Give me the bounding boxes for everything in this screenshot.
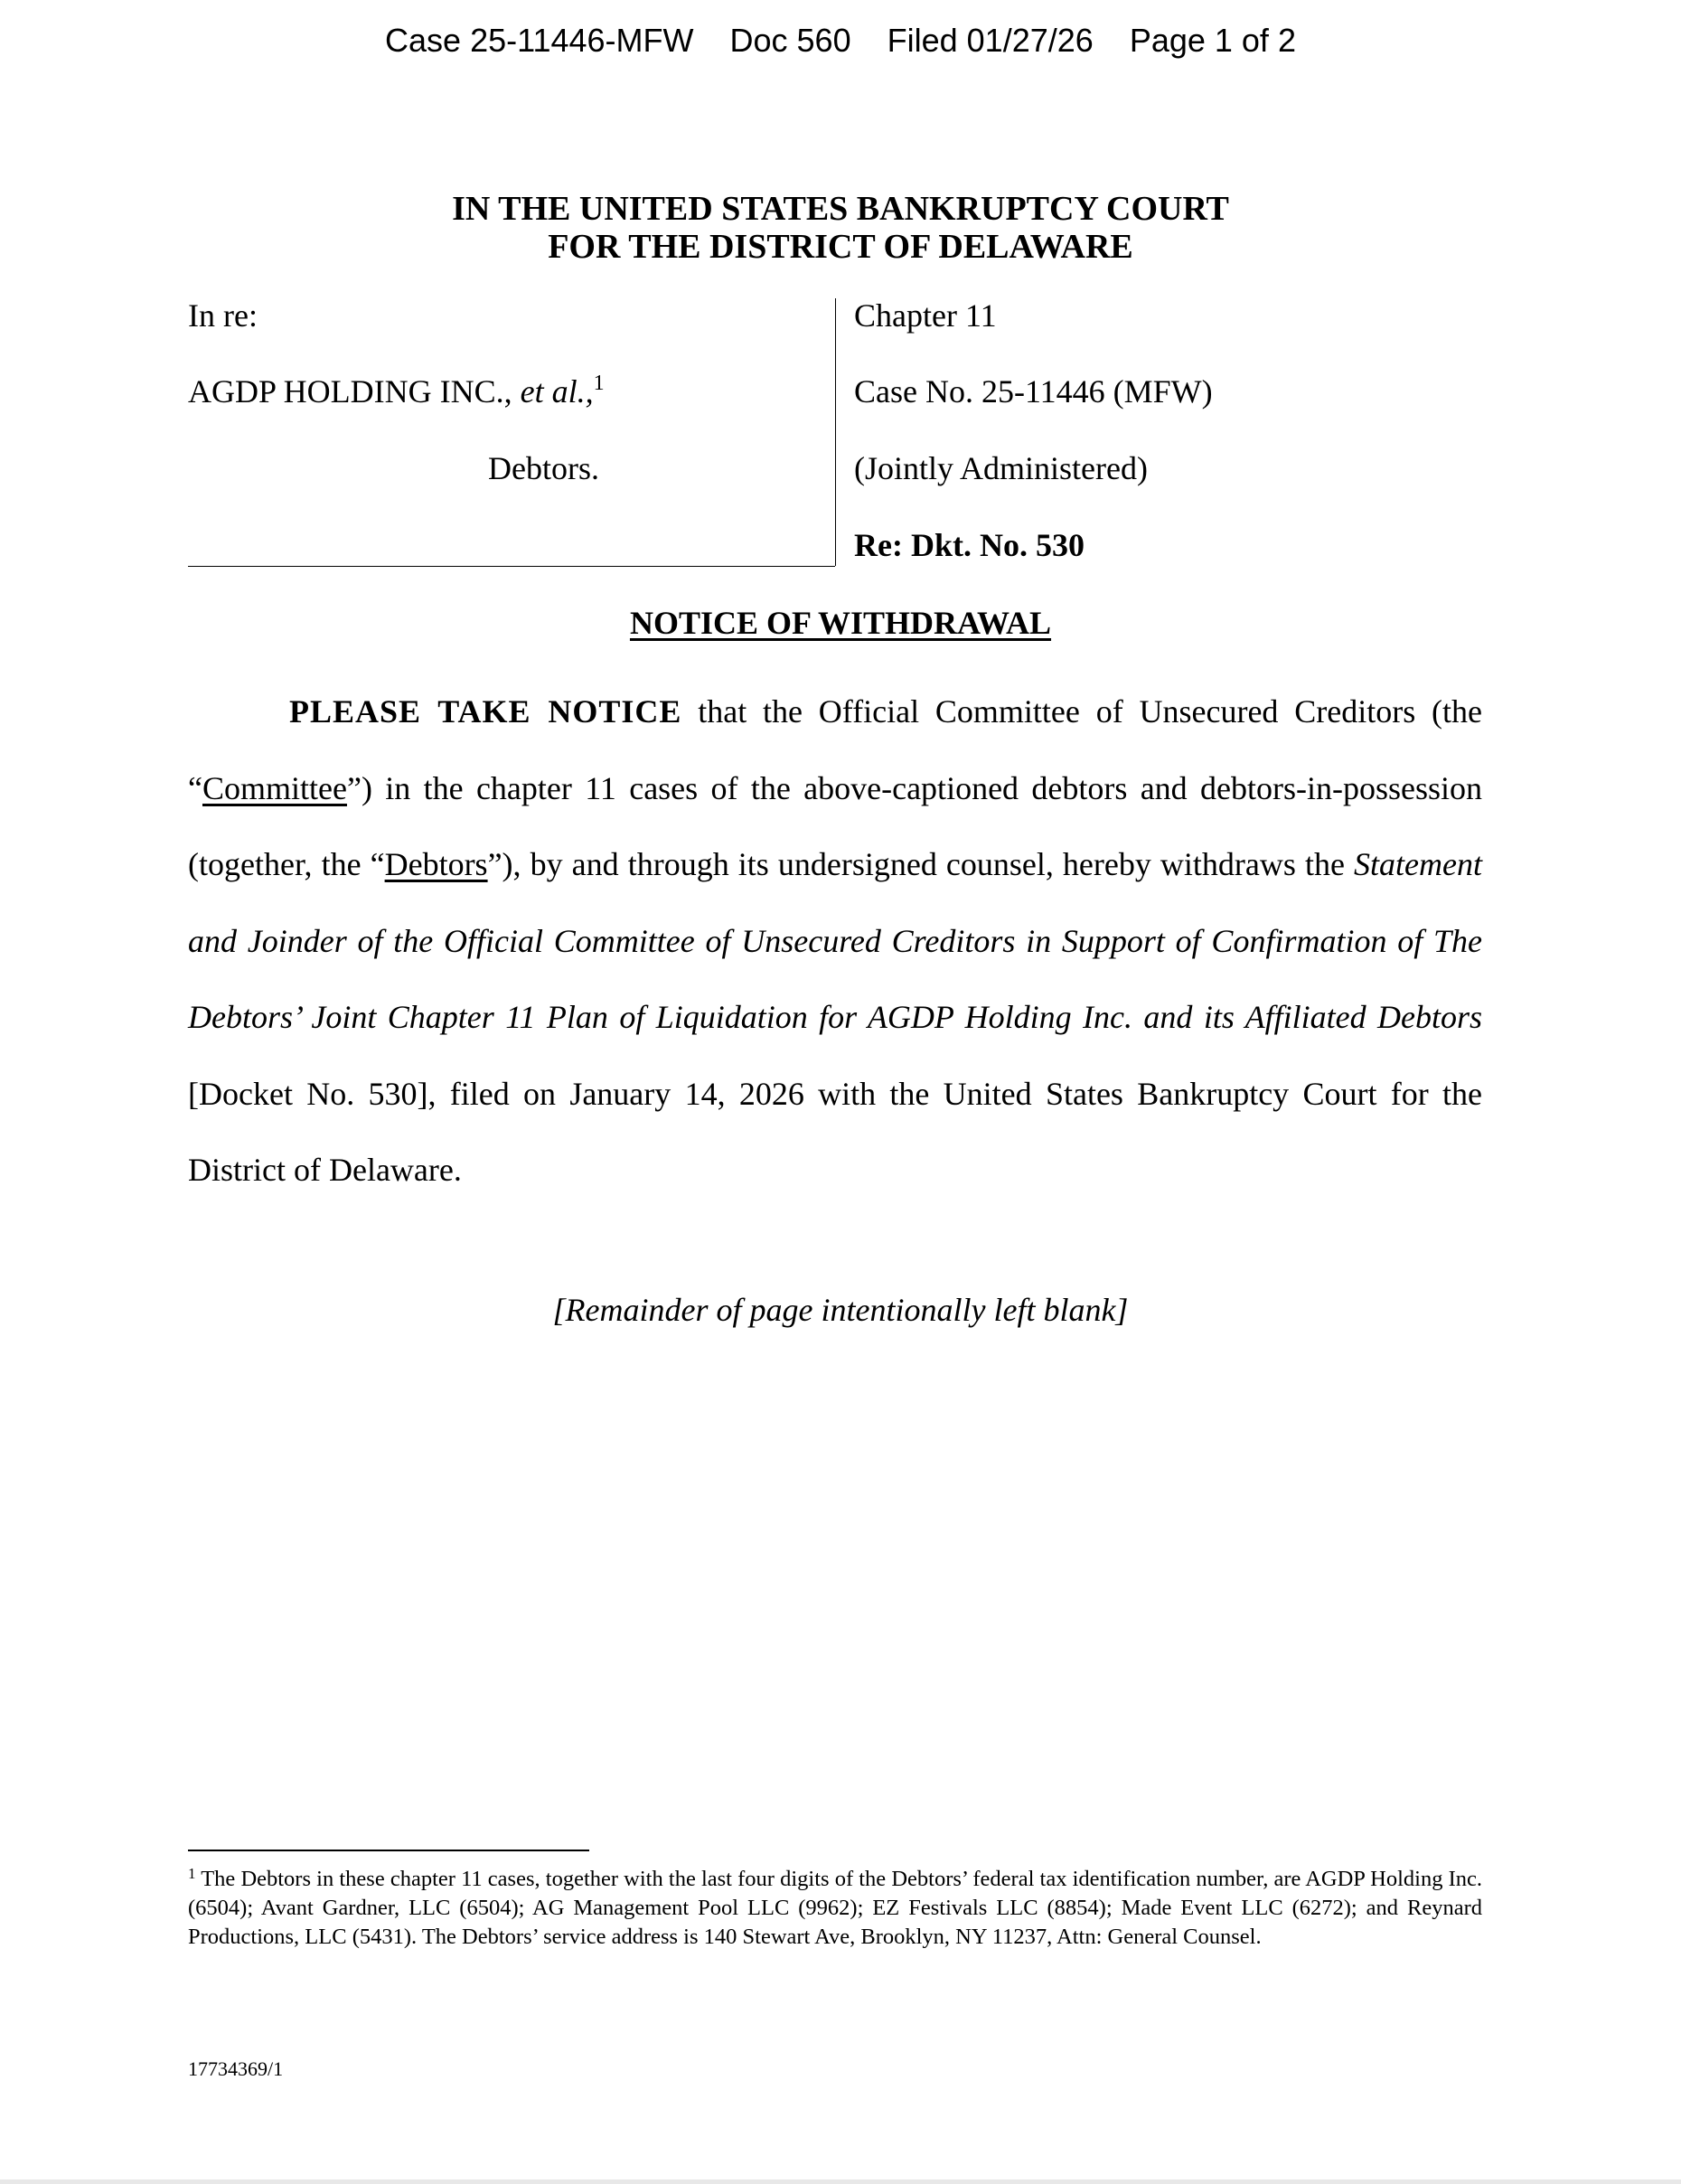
court-title-line-1: IN THE UNITED STATES BANKRUPTCY COURT — [452, 190, 1229, 228]
body-text-2: ”) in the chapter 11 cases of the above-captioned debtors and debtors-in-possession (together, the “ — [188, 769, 1482, 882]
header-filed-date: Filed 01/27/26 — [887, 22, 1094, 59]
docket-reference: Re: Dkt. No. 530 — [854, 527, 1085, 563]
header-page-count: Page 1 of 2 — [1129, 22, 1296, 59]
notice-body — [188, 673, 1482, 1209]
header-doc-number: Doc 560 — [729, 22, 851, 59]
court-title-line-2: FOR THE DISTRICT OF DELAWARE — [548, 228, 1133, 266]
body-text-1: that the Official Committee of Unsecured Creditors (the “ — [188, 693, 1482, 806]
defined-term-debtors: Debtors — [384, 846, 488, 882]
remainder-blank-note: [Remainder of page intentionally left blank] — [552, 1292, 1129, 1328]
footnote-separator — [188, 1850, 589, 1851]
footnote-ref-1: 1 — [593, 372, 605, 395]
debtor-name-line — [188, 372, 605, 410]
case-number: Case No. 25-11446 (MFW) — [854, 373, 1213, 410]
header-case-number: Case 25-11446-MFW — [385, 22, 694, 59]
caption-right-block — [835, 298, 1469, 566]
jointly-administered: (Jointly Administered) — [854, 450, 1148, 486]
in-re-label: In re: — [188, 297, 258, 334]
ecf-header-stamp — [0, 22, 1681, 60]
footnote-1 — [188, 1865, 1482, 1952]
court-title — [0, 190, 1681, 266]
et-al: et al., — [520, 373, 594, 410]
body-text-3: ”), by and through its undersigned counsel, hereby withdraws the — [487, 846, 1355, 882]
chapter-label: Chapter 11 — [854, 297, 997, 334]
statement-title: Statement and Joinder of the Official Committee of Unsecured Creditors in Support of Confirmation of The Debtors’ Joint Chapter 11 Plan of Liquidation for AGDP Holding Inc. and its Affiliated Debtors — [188, 846, 1482, 1035]
document-id: 17734369/1 — [188, 2057, 284, 2080]
notice-title: NOTICE OF WITHDRAWAL — [629, 605, 1052, 641]
debtor-name: AGDP HOLDING INC., — [188, 373, 512, 410]
caption-left-block — [188, 297, 835, 567]
defined-term-committee: Committee — [202, 769, 347, 806]
debtors-label: Debtors. — [488, 450, 599, 486]
body-text-4: [Docket No. 530], filed on January 14, 2026 with the United States Bankruptcy Court for the District of Delaware. — [188, 1075, 1482, 1188]
page-edge — [0, 2179, 1681, 2184]
footnote-mark: 1 — [188, 1865, 196, 1882]
footnote-text: The Debtors in these chapter 11 cases, together with the last four digits of the Debtors’ federal tax identification number, are AGDP Holding Inc. (6504); Avant Gardner, LLC (6504); AG Management Pool LLC (9962); EZ Festivals LLC (8854); Made Event LLC (6272); and Reynard Productions, LLC (5431). The Debtors’ service address is 140 Stewart Ave, Brooklyn, NY 11237, Attn: General Counsel. — [188, 1867, 1482, 1949]
please-take-notice: PLEASE TAKE NOTICE — [289, 693, 682, 730]
